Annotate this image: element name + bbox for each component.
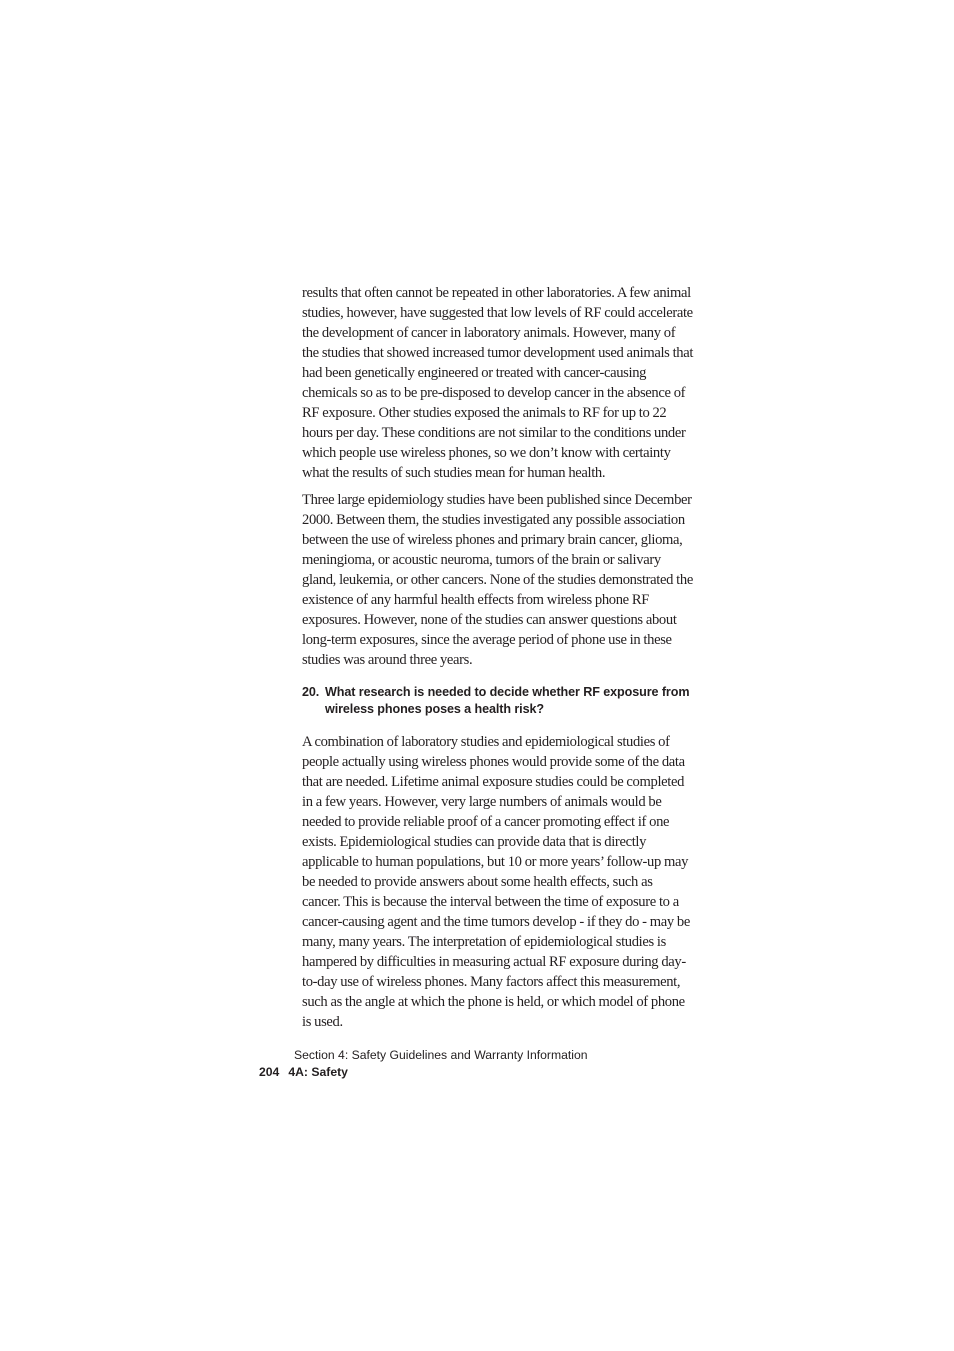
body-text: [302, 283, 694, 1039]
question-number: 20.: [302, 685, 320, 699]
chapter-label: 4A: Safety: [288, 1065, 348, 1079]
footer-page-info: [259, 1064, 348, 1081]
paragraph-epidemiology-studies: Three large epidemiology studies have been published since December 2000. Between them, the studies investigated any possible association between the use of wireless phones and primary brain cancer, glioma, meningioma, or acoustic neuroma, tumors of the brain or salivary gland, leukemia, or other cancers. None of the studies demonstrated the existence of any harmful health effects from wireless phone RF exposures. However, none of the studies can answer questions about long-term exposures, since the average period of phone use in these studies was around three years.: [302, 492, 693, 668]
question-text: What research is needed to decide whether RF exposure from wireless phones poses a health risk?: [325, 685, 690, 716]
footer-section-title: Section 4: Safety Guidelines and Warranty Information: [294, 1048, 588, 1062]
question-heading: [302, 684, 694, 718]
page-number: 204: [259, 1065, 280, 1079]
paragraph-animal-studies: results that often cannot be repeated in other laboratories. A few animal studies, however, have suggested that low levels of RF could accelerate the development of cancer in laboratory animals. However, many of the studies that showed increased tumor development used animals that had been genetically engineered or treated with cancer-causing chemicals so as to be pre-disposed to develop cancer in the absence of RF exposure. Other studies exposed the animals to RF for up to 22 hours per day. These conditions are not similar to the conditions under which people use wireless phones, so we don’t know with certainty what the results of such studies mean for human health.: [302, 285, 694, 481]
paragraph-answer: A combination of laboratory studies and epidemiological studies of people actually using wireless phones would provide some of the data that are needed. Lifetime animal exposure studies could be completed in a few years. However, very large numbers of animals would be needed to provide reliable proof of a cancer promoting effect if one exists. Epidemiological studies can provide data that is directly applicable to human populations, but 10 or more years’ follow-up may be needed to provide answers about some health effects, such as cancer. This is because the interval between the time of exposure to a cancer-causing agent and the time tumors develop - if they do - may be many, many years. The interpretation of epidemiological studies is hampered by difficulties in measuring actual RF exposure during day-to-day use of wireless phones. Many factors affect this measurement, such as the angle at which the phone is held, or which model of phone is used.: [302, 734, 690, 1030]
